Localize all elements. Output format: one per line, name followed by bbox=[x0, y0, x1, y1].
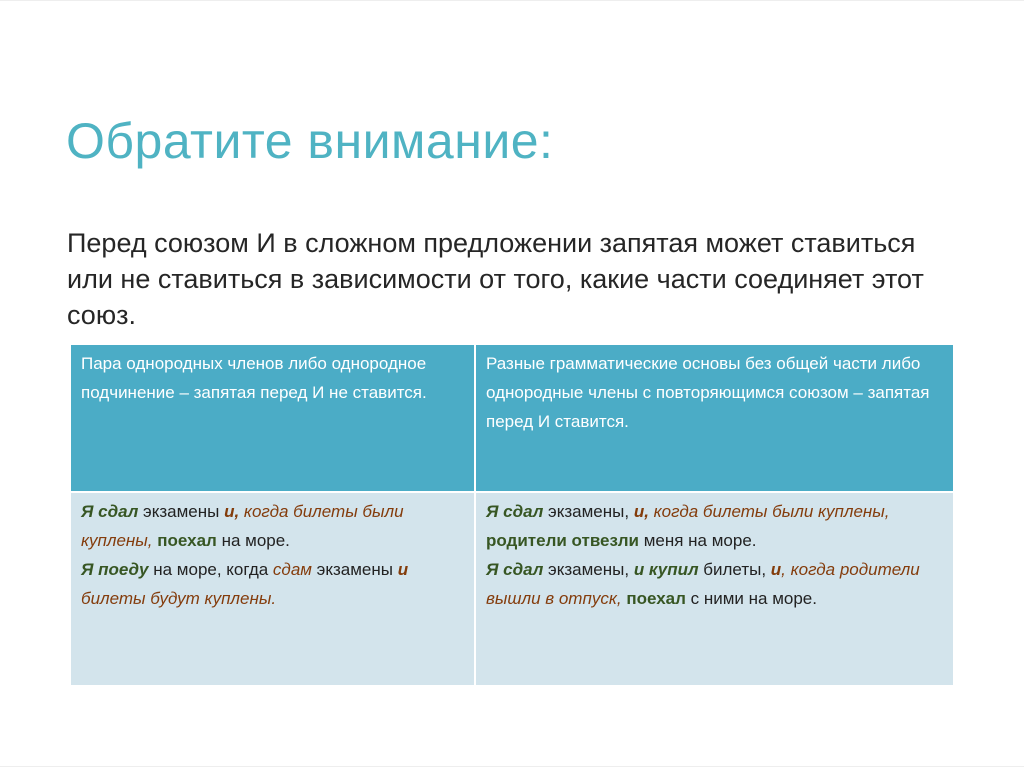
example-segment: с ними на море. bbox=[685, 589, 817, 608]
example-segment: и купил bbox=[633, 560, 699, 579]
table-header-row bbox=[70, 344, 954, 492]
example-segment: и bbox=[770, 560, 782, 579]
example-segment: билеты, bbox=[698, 560, 771, 579]
example-segment: и, bbox=[224, 502, 240, 521]
table-example-row bbox=[70, 492, 954, 686]
header-cell-comma: Разные грамматические основы без общей части либо однородные члены с повторяющимся союзом – запятая перед И ставится. bbox=[475, 344, 954, 492]
slide-title: Обратите внимание: bbox=[66, 113, 554, 169]
example-segment: поехал bbox=[157, 531, 217, 550]
example-cell-no-comma bbox=[70, 492, 475, 686]
example-segment: экзамены bbox=[311, 560, 398, 579]
example-segment: на море, когда bbox=[148, 560, 273, 579]
example-segment: экзамены bbox=[138, 502, 225, 521]
example-segment: меня на море. bbox=[638, 531, 757, 550]
lead-paragraph: Перед союзом И в сложном предложении запятая может ставиться или не ставиться в зависимости от того, какие части соединяет этот союз. bbox=[67, 228, 924, 330]
example-segment: экзамены, bbox=[543, 502, 634, 521]
header-cell-no-comma: Пара однородных членов либо однородное подчинение – запятая перед И не ставится. bbox=[70, 344, 475, 492]
example-segment: экзамены, bbox=[543, 560, 634, 579]
example-segment: когда билеты были куплены, bbox=[648, 502, 890, 521]
example-segment: билеты будут куплены. bbox=[81, 589, 277, 608]
example-segment: Я поеду bbox=[81, 560, 149, 579]
example-segment: сдам bbox=[272, 560, 312, 579]
example-segment: родители отвезли bbox=[486, 531, 639, 550]
example-segment: и bbox=[397, 560, 409, 579]
example-segment: , когда родители вышли в отпуск, bbox=[486, 560, 920, 608]
rules-table bbox=[69, 343, 955, 687]
example-segment: поехал bbox=[626, 589, 686, 608]
example-segment: и, bbox=[633, 502, 649, 521]
example-segment: на море. bbox=[216, 531, 290, 550]
example-segment: Я сдал bbox=[486, 502, 544, 521]
example-cell-comma bbox=[475, 492, 954, 686]
example-segment: когда билеты были куплены, bbox=[81, 502, 404, 550]
example-segment: Я сдал bbox=[81, 502, 139, 521]
example-segment: Я сдал bbox=[486, 560, 544, 579]
